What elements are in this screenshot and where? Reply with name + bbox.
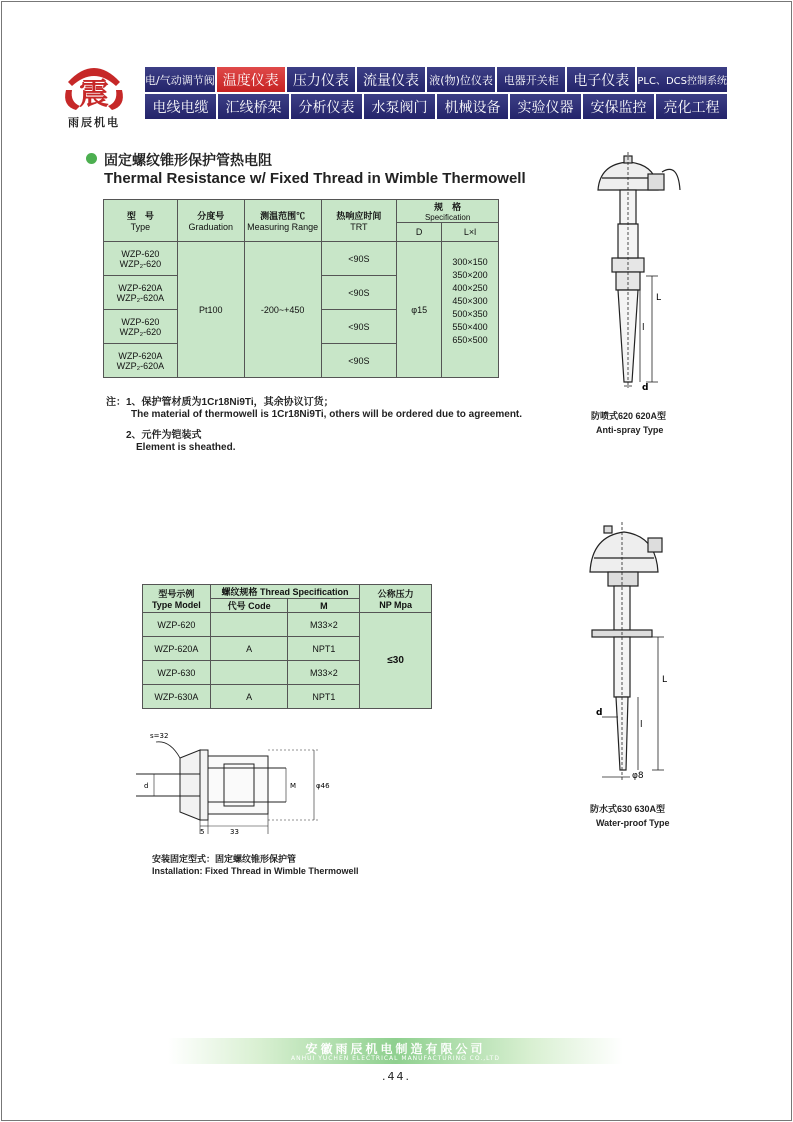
nav-item-plc[interactable]: PLC、DCS控制系统 — [637, 67, 727, 92]
nav-item-pumps[interactable]: 水泵阀门 — [364, 94, 435, 119]
logo-glyph: 震 — [79, 77, 109, 112]
install-33-label: 33 — [230, 828, 239, 836]
nav-item-cables[interactable]: 电线电缆 — [145, 94, 216, 119]
spec-table — [103, 199, 499, 378]
logo-text: 雨辰机电 — [68, 116, 120, 129]
table-row: WZP-620A WZP₂-620A — [104, 344, 178, 378]
nav-row-1 — [145, 67, 729, 92]
th-code: 代号 Code — [210, 599, 288, 613]
install-s32-label: s=32 — [150, 732, 169, 740]
th-lxl: L×l — [442, 223, 499, 242]
install-m-label: M — [290, 782, 297, 790]
fig1-caption-cn: 防喷式620 620A型 — [591, 411, 667, 421]
nav-item-lighting[interactable]: 亮化工程 — [656, 94, 727, 119]
m-cell: NPT1 — [288, 637, 360, 661]
install-5-label: 5 — [200, 828, 205, 836]
code-cell: A — [210, 637, 288, 661]
fig2-d-label: d — [596, 708, 603, 718]
code-cell — [210, 613, 288, 637]
table-row: WZP-630 — [143, 661, 211, 685]
m-cell: M33×2 — [288, 613, 360, 637]
title-en: Thermal Resistance w/ Fixed Thread in Wimble Thermowell — [104, 170, 526, 187]
th-graduation: 分度号 Graduation — [177, 200, 244, 242]
th-range: 测温范围℃ Measuring Range — [244, 200, 321, 242]
nav-item-analysis[interactable]: 分析仪表 — [291, 94, 362, 119]
np-cell: ≤30 — [360, 613, 432, 709]
graduation-cell: Pt100 — [177, 242, 244, 378]
code-cell — [210, 661, 288, 685]
nav-item-machinery[interactable]: 机械设备 — [437, 94, 508, 119]
nav-item-pressure[interactable]: 压力仪表 — [287, 67, 355, 92]
title-cn: 固定螺纹锥形保护管热电阻 — [104, 153, 272, 169]
installation-drawing — [136, 730, 330, 840]
install-caption-cn: 安装固定型式：固定螺纹锥形保护管 — [152, 854, 297, 864]
table-row: WZP-630A — [143, 685, 211, 709]
fig1-d-label: d — [642, 383, 649, 393]
nav-row-2 — [145, 94, 729, 119]
th-m: M — [288, 599, 360, 613]
footer-company-cn: 安徽雨辰机电制造有限公司 — [305, 1042, 486, 1056]
nav-item-switchgear[interactable]: 电器开关柜 — [497, 67, 565, 92]
th-trt: 热响应时间 TRT — [321, 200, 397, 242]
footer-company-en: ANHUI YUCHEN ELECTRICAL MANUFACTURING CO.,LTD — [291, 1055, 500, 1062]
trt-cell: <90S — [321, 310, 397, 344]
sizes-cell: 300×150 350×200 400×250 450×300 500×350 550×400 650×500 — [442, 242, 499, 378]
fig2-L-label: L — [662, 675, 668, 685]
fig1-L-label: L — [656, 293, 662, 303]
fig1-l-label: l — [642, 323, 645, 333]
m-cell: NPT1 — [288, 685, 360, 709]
nav-item-electronics[interactable]: 电子仪表 — [567, 67, 635, 92]
install-phi46-label: φ46 — [316, 782, 330, 790]
install-caption-en: Installation: Fixed Thread in Wimble Thermowell — [152, 866, 359, 876]
fig2-caption-en: Water-proof Type — [596, 818, 670, 828]
th-type: 型 号 Type — [104, 200, 178, 242]
table-row: WZP-620 WZP₂-620 — [104, 242, 178, 276]
install-d-label: d — [144, 782, 149, 790]
th-np: 公称压力 NP Mpa — [360, 585, 432, 613]
category-nav — [145, 67, 729, 121]
m-cell: M33×2 — [288, 661, 360, 685]
nav-item-flow[interactable]: 流量仪表 — [357, 67, 425, 92]
note-1-en: The material of thermowell is 1Cr18Ni9Ti, others will be ordered due to agreement. — [131, 409, 523, 420]
fig2-l-label: l — [640, 720, 643, 730]
note-1-cn: 注：1、保护管材质为1Cr18Ni9Ti，其余协议订货； — [106, 397, 334, 408]
d-cell: φ15 — [397, 242, 442, 378]
bullet-icon — [86, 153, 97, 164]
fig2-phi8-label: φ8 — [632, 771, 644, 781]
nav-item-temperature[interactable]: 温度仪表 — [217, 67, 285, 92]
table-row: WZP-620A — [143, 637, 211, 661]
trt-cell: <90S — [321, 344, 397, 378]
fig2-caption-cn: 防水式630 630A型 — [590, 804, 666, 814]
note-2-en: Element is sheathed. — [136, 442, 236, 453]
thread-table — [142, 584, 432, 709]
nav-item-bridges[interactable]: 汇线桥架 — [218, 94, 289, 119]
range-cell: -200~+450 — [244, 242, 321, 378]
table-row: WZP-620A WZP₂-620A — [104, 276, 178, 310]
anti-spray-drawing — [580, 150, 690, 400]
th-model: 型号示例 Type Model — [143, 585, 211, 613]
code-cell: A — [210, 685, 288, 709]
table-row: WZP-620 WZP₂-620 — [104, 310, 178, 344]
water-proof-drawing — [578, 522, 688, 792]
fig1-caption-en: Anti-spray Type — [596, 425, 664, 435]
nav-item-security[interactable]: 安保监控 — [583, 94, 654, 119]
trt-cell: <90S — [321, 242, 397, 276]
th-thread: 螺纹规格 Thread Specification — [210, 585, 359, 599]
nav-item-lab[interactable]: 实验仪器 — [510, 94, 581, 119]
note-2-cn: 2、元件为铠装式 — [126, 430, 202, 441]
th-d: D — [397, 223, 442, 242]
nav-item-valves[interactable]: 电/气动调节阀 — [145, 67, 215, 92]
trt-cell: <90S — [321, 276, 397, 310]
th-spec: 规 格 Specification — [397, 200, 499, 223]
table-row: WZP-620 — [143, 613, 211, 637]
nav-item-level[interactable]: 液(物)位仪表 — [427, 67, 495, 92]
page-number: .44. — [382, 1070, 411, 1083]
